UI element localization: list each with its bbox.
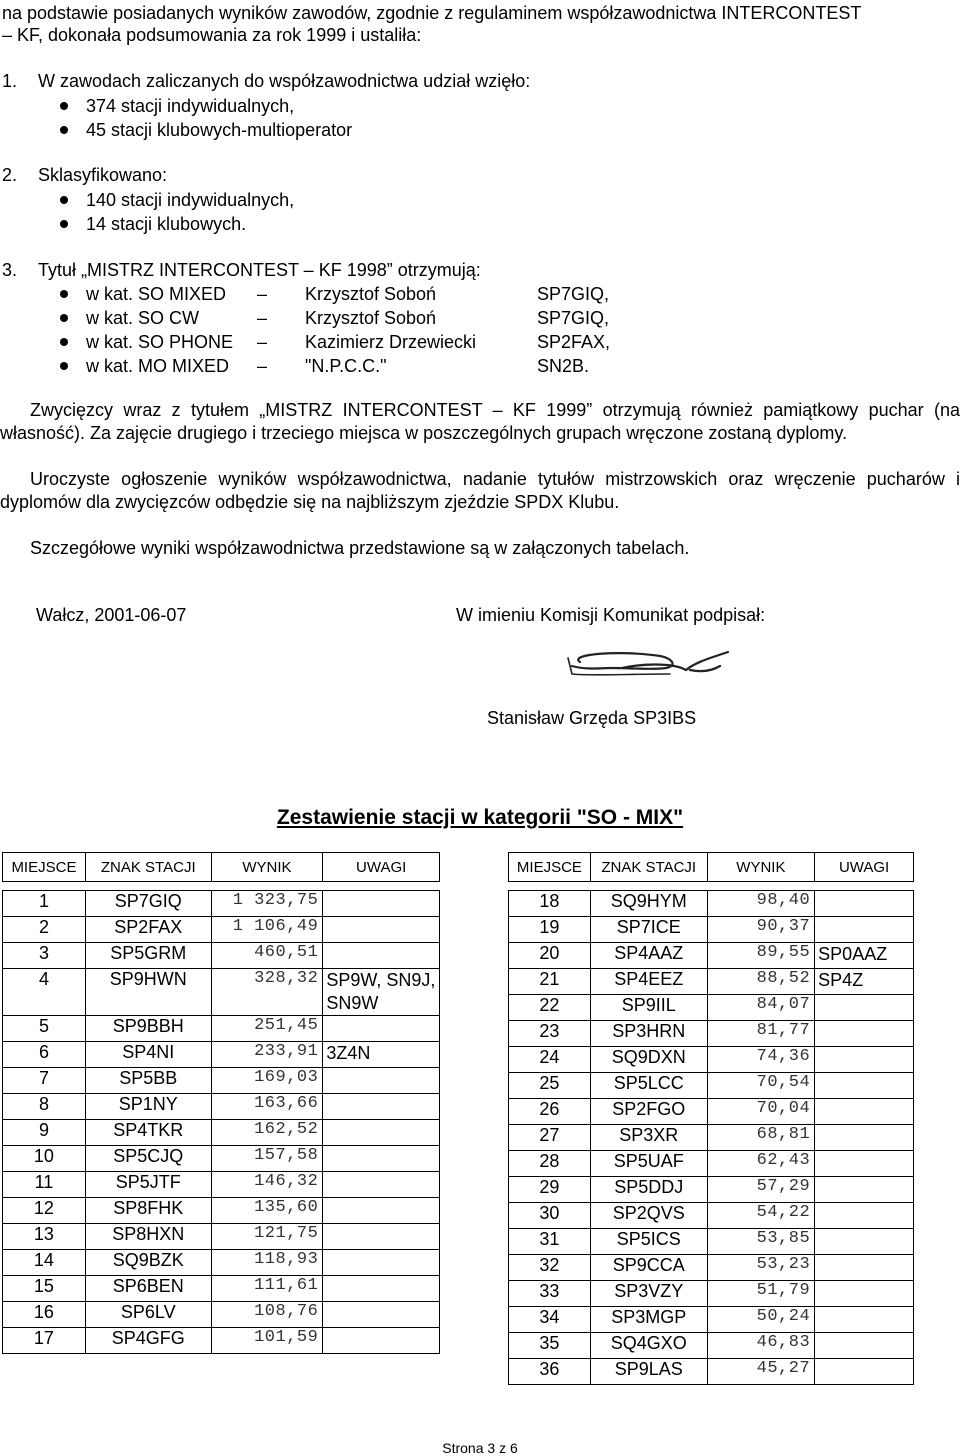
place-cell: 36 xyxy=(509,1359,591,1385)
score-cell: 118,93 xyxy=(211,1250,323,1276)
winner-dash: – xyxy=(257,308,268,328)
score-cell: 70,04 xyxy=(707,1099,815,1125)
table-row xyxy=(509,1047,914,1073)
place-cell: 14 xyxy=(3,1250,86,1276)
notes-cell: 3Z4N xyxy=(323,1042,440,1068)
call-sign-cell: SP8HXN xyxy=(85,1224,211,1250)
table-row xyxy=(509,1073,914,1099)
table-row xyxy=(3,891,440,917)
score-cell: 50,24 xyxy=(707,1307,815,1333)
score-cell: 1 323,75 xyxy=(211,891,323,917)
score-cell: 57,29 xyxy=(707,1177,815,1203)
place-cell: 17 xyxy=(3,1328,86,1354)
call-sign-cell: SP1NY xyxy=(85,1094,211,1120)
call-sign-cell: SP3VZY xyxy=(590,1281,707,1307)
bullet-icon xyxy=(60,338,68,346)
notes-cell xyxy=(815,1151,914,1177)
place-cell: 19 xyxy=(509,917,591,943)
score-cell: 45,27 xyxy=(707,1359,815,1385)
table-row xyxy=(509,995,914,1021)
bullet-icon xyxy=(60,290,68,298)
call-sign-cell: SP2QVS xyxy=(590,1203,707,1229)
table-row xyxy=(509,1099,914,1125)
notes-cell xyxy=(815,1073,914,1099)
call-sign-cell: SP5GRM xyxy=(85,943,211,969)
place-cell: 10 xyxy=(3,1146,86,1172)
table-row xyxy=(3,1120,440,1146)
winner-name: Krzysztof Soboń xyxy=(305,284,437,304)
call-sign-cell: SQ9DXN xyxy=(590,1047,707,1073)
table-row xyxy=(509,917,914,943)
place-cell: 6 xyxy=(3,1042,86,1068)
table-spacer-row xyxy=(3,882,440,891)
score-cell: 84,07 xyxy=(707,995,815,1021)
notes-cell xyxy=(323,917,440,943)
call-sign-cell: SP5UAF xyxy=(590,1151,707,1177)
place-cell: 16 xyxy=(3,1302,86,1328)
table-row xyxy=(509,1281,914,1307)
handwritten-signature-icon xyxy=(560,640,740,690)
score-cell: 53,23 xyxy=(707,1255,815,1281)
notes-cell: SP0AAZ xyxy=(815,943,914,969)
table-row xyxy=(509,1255,914,1281)
notes-cell xyxy=(323,1016,440,1042)
score-cell: 90,37 xyxy=(707,917,815,943)
score-cell: 51,79 xyxy=(707,1281,815,1307)
call-sign-cell: SP6LV xyxy=(85,1302,211,1328)
place-cell: 26 xyxy=(509,1099,591,1125)
notes-cell xyxy=(815,891,914,917)
table-row xyxy=(509,1359,914,1385)
call-sign-cell: SP5CJQ xyxy=(85,1146,211,1172)
place-cell: 32 xyxy=(509,1255,591,1281)
notes-cell xyxy=(815,1099,914,1125)
place-cell: 31 xyxy=(509,1229,591,1255)
call-sign-cell: SP4AAZ xyxy=(590,943,707,969)
notes-cell xyxy=(323,1224,440,1250)
notes-cell xyxy=(815,917,914,943)
point-3-number: 3. xyxy=(2,260,18,280)
paragraph-details: Szczegółowe wyniki współzawodnictwa przedstawione są w załączonych tabelach. xyxy=(30,538,690,558)
place-cell: 22 xyxy=(509,995,591,1021)
table-row xyxy=(509,891,914,917)
table-row xyxy=(509,969,914,995)
header-notes: UWAGI xyxy=(323,853,440,882)
point-2-item: 140 stacji indywidualnych, xyxy=(86,190,295,210)
point-1-number: 1. xyxy=(2,71,18,91)
table-row xyxy=(3,943,440,969)
notes-cell xyxy=(815,1255,914,1281)
header-score: WYNIK xyxy=(211,853,323,882)
place-cell: 27 xyxy=(509,1125,591,1151)
table-spacer-row xyxy=(509,882,914,891)
notes-cell xyxy=(323,1120,440,1146)
notes-cell xyxy=(815,1177,914,1203)
bullet-icon xyxy=(60,126,68,134)
score-cell: 62,43 xyxy=(707,1151,815,1177)
table-row xyxy=(3,1094,440,1120)
call-sign-cell: SP5LCC xyxy=(590,1073,707,1099)
score-cell: 54,22 xyxy=(707,1203,815,1229)
place-cell: 9 xyxy=(3,1120,86,1146)
score-cell: 135,60 xyxy=(211,1198,323,1224)
results-table-left xyxy=(2,852,440,1354)
notes-cell xyxy=(815,1333,914,1359)
call-sign-cell: SP2FAX xyxy=(85,917,211,943)
signed-by-label: W imieniu Komisji Komunikat podpisał: xyxy=(456,605,766,625)
score-cell: 157,58 xyxy=(211,1146,323,1172)
place-cell: 15 xyxy=(3,1276,86,1302)
score-cell: 251,45 xyxy=(211,1016,323,1042)
score-cell: 89,55 xyxy=(707,943,815,969)
place-cell: 29 xyxy=(509,1177,591,1203)
table-row xyxy=(509,943,914,969)
table-header-row xyxy=(509,853,914,882)
notes-cell xyxy=(815,1125,914,1151)
table-row xyxy=(509,1333,914,1359)
score-cell: 88,52 xyxy=(707,969,815,995)
notes-cell xyxy=(323,1068,440,1094)
table-row xyxy=(3,1172,440,1198)
table-row xyxy=(3,1224,440,1250)
winner-name: Kazimierz Drzewiecki xyxy=(305,332,477,352)
notes-cell xyxy=(815,1229,914,1255)
call-sign-cell: SP2FGO xyxy=(590,1099,707,1125)
intro-line-1: na podstawie posiadanych wyników zawodów, zgodnie z regulaminem współzawodnictwa INTERCONTEST xyxy=(2,3,862,23)
place-cell: 30 xyxy=(509,1203,591,1229)
spacer-cell xyxy=(509,882,914,891)
winner-call: SN2B. xyxy=(537,356,590,376)
call-sign-cell: SP7GIQ xyxy=(85,891,211,917)
place-cell: 25 xyxy=(509,1073,591,1099)
place-cell: 3 xyxy=(3,943,86,969)
score-cell: 108,76 xyxy=(211,1302,323,1328)
call-sign-cell: SP5JTF xyxy=(85,1172,211,1198)
page-footer: Strona 3 z 6 xyxy=(442,1440,518,1456)
call-sign-cell: SP4GFG xyxy=(85,1328,211,1354)
table-header-row xyxy=(3,853,440,882)
point-2-text: Sklasyfikowano: xyxy=(38,165,168,185)
score-cell: 98,40 xyxy=(707,891,815,917)
place-cell: 2 xyxy=(3,917,86,943)
place-cell: 23 xyxy=(509,1021,591,1047)
score-cell: 81,77 xyxy=(707,1021,815,1047)
score-cell: 53,85 xyxy=(707,1229,815,1255)
notes-cell xyxy=(815,995,914,1021)
place-cell: 18 xyxy=(509,891,591,917)
place-cell: 21 xyxy=(509,969,591,995)
table-row xyxy=(509,1177,914,1203)
point-2-item: 14 stacji klubowych. xyxy=(86,214,247,234)
call-sign-cell: SP3HRN xyxy=(590,1021,707,1047)
place-cell: 1 xyxy=(3,891,86,917)
point-1-item: 45 stacji klubowych-multioperator xyxy=(86,120,353,140)
winner-name: "N.P.C.C." xyxy=(305,356,387,376)
place-cell: 4 xyxy=(3,969,86,1016)
table-row xyxy=(3,1250,440,1276)
winner-dash: – xyxy=(257,332,268,352)
call-sign-cell: SP4NI xyxy=(85,1042,211,1068)
score-cell: 68,81 xyxy=(707,1125,815,1151)
notes-cell xyxy=(323,891,440,917)
notes-cell xyxy=(323,1146,440,1172)
notes-cell xyxy=(323,1094,440,1120)
bullet-icon xyxy=(60,220,68,228)
header-notes: UWAGI xyxy=(815,853,914,882)
score-cell: 121,75 xyxy=(211,1224,323,1250)
winner-call: SP7GIQ, xyxy=(537,308,610,328)
table-row xyxy=(3,1302,440,1328)
call-sign-cell: SP3MGP xyxy=(590,1307,707,1333)
table-title xyxy=(0,806,960,830)
table-row xyxy=(3,1016,440,1042)
results-table-right xyxy=(508,852,914,1385)
call-sign-cell: SP9IIL xyxy=(590,995,707,1021)
table-row xyxy=(509,1229,914,1255)
table-row xyxy=(3,1146,440,1172)
place-cell: 7 xyxy=(3,1068,86,1094)
score-cell: 169,03 xyxy=(211,1068,323,1094)
notes-cell xyxy=(323,943,440,969)
score-cell: 111,61 xyxy=(211,1276,323,1302)
notes-cell xyxy=(815,1021,914,1047)
notes-cell: SP4Z xyxy=(815,969,914,995)
place-cell: 34 xyxy=(509,1307,591,1333)
header-call: ZNAK STACJI xyxy=(85,853,211,882)
notes-cell xyxy=(815,1203,914,1229)
notes-cell xyxy=(815,1307,914,1333)
place-cell: 28 xyxy=(509,1151,591,1177)
place-cell: 20 xyxy=(509,943,591,969)
point-2-number: 2. xyxy=(2,165,18,185)
call-sign-cell: SP5BB xyxy=(85,1068,211,1094)
signer-name: Stanisław Grzęda SP3IBS xyxy=(487,708,697,728)
table-row xyxy=(509,1021,914,1047)
bullet-icon xyxy=(60,196,68,204)
bullet-icon xyxy=(60,102,68,110)
call-sign-cell: SP9LAS xyxy=(590,1359,707,1385)
point-3-text: Tytuł „MISTRZ INTERCONTEST – KF 1998” otrzymują: xyxy=(38,260,481,280)
place-cell: 24 xyxy=(509,1047,591,1073)
score-cell: 233,91 xyxy=(211,1042,323,1068)
winner-category: w kat. SO CW xyxy=(86,308,200,328)
header-place: MIEJSCE xyxy=(3,853,86,882)
score-cell: 101,59 xyxy=(211,1328,323,1354)
winner-category: w kat. SO PHONE xyxy=(86,332,234,352)
call-sign-cell: SP8FHK xyxy=(85,1198,211,1224)
spacer-cell xyxy=(3,882,440,891)
call-sign-cell: SQ9BZK xyxy=(85,1250,211,1276)
score-cell: 162,52 xyxy=(211,1120,323,1146)
call-sign-cell: SP9CCA xyxy=(590,1255,707,1281)
place-cell: 35 xyxy=(509,1333,591,1359)
call-sign-cell: SQ9HYM xyxy=(590,891,707,917)
table-row xyxy=(509,1307,914,1333)
winner-call: SP7GIQ, xyxy=(537,284,610,304)
score-cell: 146,32 xyxy=(211,1172,323,1198)
place-cell: 33 xyxy=(509,1281,591,1307)
call-sign-cell: SQ4GXO xyxy=(590,1333,707,1359)
call-sign-cell: SP7ICE xyxy=(590,917,707,943)
notes-cell xyxy=(323,1302,440,1328)
call-sign-cell: SP5ICS xyxy=(590,1229,707,1255)
table-row xyxy=(3,1198,440,1224)
place-cell: 8 xyxy=(3,1094,86,1120)
table-row xyxy=(3,1328,440,1354)
header-score: WYNIK xyxy=(707,853,815,882)
call-sign-cell: SP3XR xyxy=(590,1125,707,1151)
call-sign-cell: SP5DDJ xyxy=(590,1177,707,1203)
table-row xyxy=(3,917,440,943)
winner-call: SP2FAX, xyxy=(537,332,611,352)
paragraph-ceremony: Uroczyste ogłoszenie wyników współzawodnictwa, nadanie tytułów mistrzowskich oraz wręczenie pucharów i dyplomów dla zwycięzców odbędzie się na najbliższym zjeździe SPDX Klubu. xyxy=(0,469,960,512)
score-cell: 74,36 xyxy=(707,1047,815,1073)
score-cell: 163,66 xyxy=(211,1094,323,1120)
winner-category: w kat. SO MIXED xyxy=(86,284,227,304)
call-sign-cell: SP6BEN xyxy=(85,1276,211,1302)
table-row xyxy=(3,1068,440,1094)
point-1-item: 374 stacji indywidualnych, xyxy=(86,96,295,116)
notes-cell xyxy=(815,1281,914,1307)
score-cell: 460,51 xyxy=(211,943,323,969)
notes-cell xyxy=(815,1047,914,1073)
winner-category: w kat. MO MIXED xyxy=(86,356,230,376)
table-title-text: Zestawienie stacji w kategorii "SO - MIX" xyxy=(276,806,684,829)
place-date: Wałcz, 2001-06-07 xyxy=(36,605,187,625)
paragraph-winners: Zwycięzcy wraz z tytułem „MISTRZ INTERCONTEST – KF 1999” otrzymują również pamiątkowy puchar (na własność). Za zajęcie drugiego i trzeciego miejsca w poszczególnych grupach wręczone zostaną dyplomy. xyxy=(0,400,960,443)
header-place: MIEJSCE xyxy=(509,853,591,882)
notes-cell xyxy=(323,1250,440,1276)
table-row xyxy=(3,1276,440,1302)
score-cell: 46,83 xyxy=(707,1333,815,1359)
point-1-text: W zawodach zaliczanych do współzawodnictwa udział wzięło: xyxy=(38,71,531,91)
notes-cell xyxy=(323,1328,440,1354)
place-cell: 12 xyxy=(3,1198,86,1224)
winner-name: Krzysztof Soboń xyxy=(305,308,437,328)
score-cell: 70,54 xyxy=(707,1073,815,1099)
winner-dash: – xyxy=(257,356,268,376)
notes-cell xyxy=(323,1172,440,1198)
call-sign-cell: SP9HWN xyxy=(85,969,211,1016)
notes-cell xyxy=(323,1276,440,1302)
notes-cell xyxy=(815,1359,914,1385)
call-sign-cell: SP9BBH xyxy=(85,1016,211,1042)
bullet-icon xyxy=(60,362,68,370)
call-sign-cell: SP4EEZ xyxy=(590,969,707,995)
table-row xyxy=(509,1125,914,1151)
table-row xyxy=(3,969,440,1016)
notes-cell xyxy=(323,1198,440,1224)
score-cell: 328,32 xyxy=(211,969,323,1016)
notes-cell: SP9W, SN9J, SN9W xyxy=(323,969,440,1016)
call-sign-cell: SP4TKR xyxy=(85,1120,211,1146)
place-cell: 11 xyxy=(3,1172,86,1198)
header-call: ZNAK STACJI xyxy=(590,853,707,882)
place-cell: 13 xyxy=(3,1224,86,1250)
place-cell: 5 xyxy=(3,1016,86,1042)
intro-line-2: – KF, dokonała podsumowania za rok 1999 i ustaliła: xyxy=(2,25,422,45)
winner-dash: – xyxy=(257,284,268,304)
bullet-icon xyxy=(60,314,68,322)
table-row xyxy=(3,1042,440,1068)
table-row xyxy=(509,1203,914,1229)
score-cell: 1 106,49 xyxy=(211,917,323,943)
table-row xyxy=(509,1151,914,1177)
